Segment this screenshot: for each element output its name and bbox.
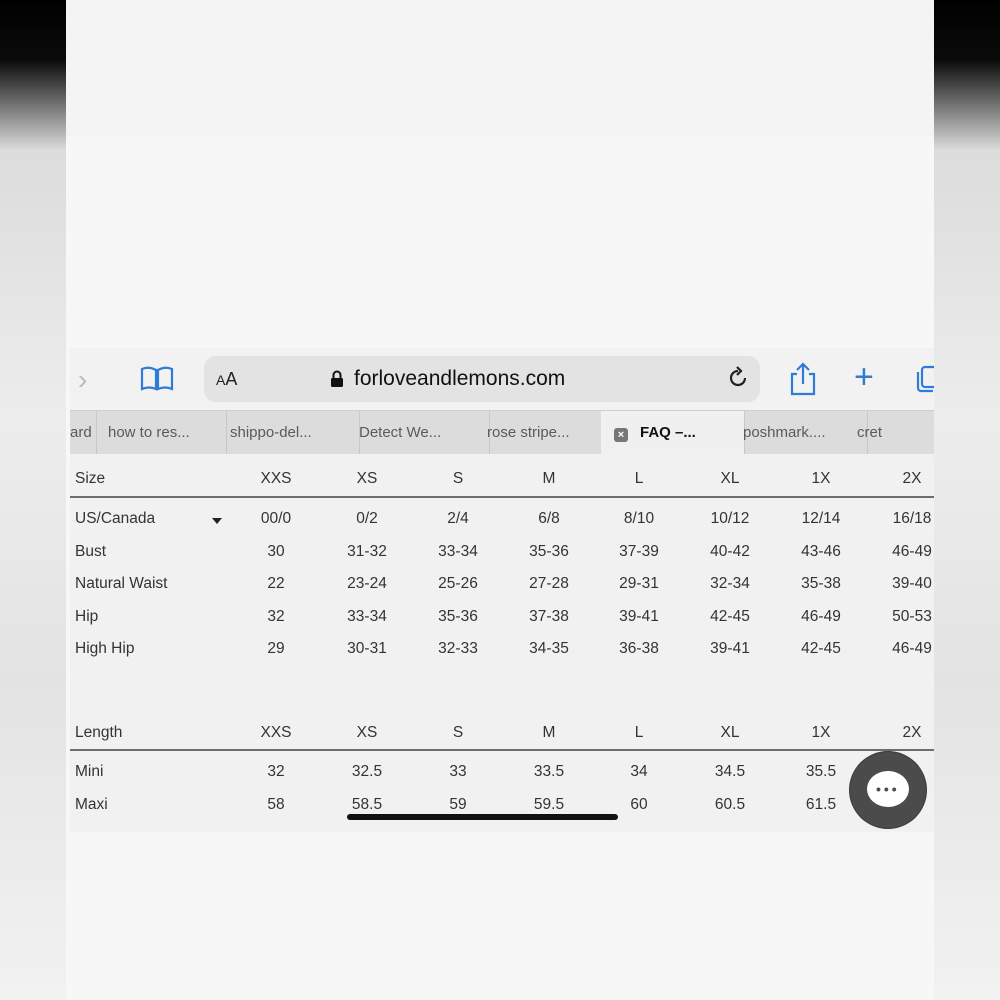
row-label: Hip [75, 608, 99, 625]
plus-icon[interactable]: + [854, 358, 874, 396]
tab-item-active[interactable] [601, 411, 745, 455]
table-divider [70, 749, 934, 751]
text-size-button[interactable]: AA [216, 369, 238, 389]
table-cell: 0/2 [356, 510, 378, 527]
table-cell: 2/4 [447, 510, 469, 527]
table-cell: 35-36 [529, 543, 569, 560]
size-header: 1X [811, 470, 831, 487]
size-header-label: Size [75, 470, 106, 487]
row-label: Maxi [75, 796, 108, 813]
table-cell: 23-24 [347, 575, 387, 592]
size-header: L [634, 470, 644, 487]
table-cell: 46-49 [801, 608, 841, 625]
tab-label: cret [857, 424, 883, 441]
table-cell: 37-39 [619, 543, 659, 560]
chevron-right-icon[interactable]: › [78, 364, 88, 395]
table-cell: 25-26 [438, 575, 478, 592]
address-bar[interactable] [204, 356, 760, 402]
table-cell: 32.5 [351, 763, 383, 780]
size-header: 2X [902, 724, 922, 741]
size-header: XS [356, 724, 378, 741]
table-cell: 6/8 [538, 510, 560, 527]
size-header: L [634, 724, 644, 741]
table-cell: 59 [449, 796, 467, 813]
tab-bar [70, 410, 934, 455]
size-header: S [452, 470, 464, 487]
table-cell: 59.5 [533, 796, 565, 813]
tabs-icon[interactable] [916, 365, 934, 393]
tab-label: rose stripe... [487, 424, 570, 441]
table-cell: 35.5 [805, 763, 837, 780]
table-cell: 12/14 [801, 510, 841, 527]
size-header: XS [356, 470, 378, 487]
size-chart [70, 454, 934, 832]
table-cell: 34-35 [529, 640, 569, 657]
table-cell: 30 [267, 543, 285, 560]
chat-button[interactable] [850, 752, 926, 828]
table-cell: 22 [267, 575, 285, 592]
size-header: XL [720, 724, 740, 741]
table-cell: 32-33 [438, 640, 478, 657]
table-cell: 10/12 [710, 510, 750, 527]
tab-item[interactable] [70, 411, 97, 455]
size-header: S [452, 724, 464, 741]
table-cell: 29-31 [619, 575, 659, 592]
row-label: Bust [75, 543, 107, 560]
table-cell: 30-31 [347, 640, 387, 657]
table-cell: 29 [267, 640, 285, 657]
tab-item[interactable] [214, 411, 360, 455]
tab-label: Detect We... [359, 424, 442, 441]
table-cell: 32-34 [710, 575, 750, 592]
tab-label: ard [70, 424, 92, 441]
tab-item[interactable] [731, 411, 868, 455]
table-cell: 60 [630, 796, 648, 813]
size-header: M [542, 470, 556, 487]
row-label: Natural Waist [75, 575, 168, 592]
tab-item[interactable] [855, 411, 934, 455]
size-header: XL [720, 470, 740, 487]
browser-toolbar [70, 348, 934, 410]
table-cell: 42-45 [801, 640, 841, 657]
size-header: 2X [902, 470, 922, 487]
table-cell: 39-41 [619, 608, 659, 625]
table-cell: 35-36 [438, 608, 478, 625]
size-header: XXS [260, 724, 292, 741]
table-cell: 39-40 [892, 575, 932, 592]
table-divider [70, 496, 934, 498]
size-header: M [542, 724, 556, 741]
tab-item[interactable] [343, 411, 490, 455]
table-cell: 32 [267, 763, 285, 780]
table-cell: 33 [449, 763, 467, 780]
tab-item[interactable] [473, 411, 616, 455]
tab-label: poshmark.... [743, 424, 826, 441]
row-label: Mini [75, 763, 104, 780]
table-cell: 39-41 [710, 640, 750, 657]
table-cell: 42-45 [710, 608, 750, 625]
table-cell: 16/18 [892, 510, 932, 527]
photo-border-right [934, 0, 1000, 1000]
table-cell: 50-53 [892, 608, 932, 625]
reload-icon[interactable] [726, 366, 750, 390]
table-cell: 33-34 [438, 543, 478, 560]
table-cell: 35-38 [801, 575, 841, 592]
horizontal-scrollbar[interactable] [347, 814, 618, 820]
table-cell: 58 [267, 796, 285, 813]
region-select[interactable]: US/Canada [75, 510, 156, 527]
table-cell: 34.5 [714, 763, 746, 780]
photo-border-left [0, 0, 66, 1000]
chat-icon: ••• [867, 771, 909, 807]
length-header-label: Length [75, 724, 123, 741]
table-cell: 8/10 [623, 510, 655, 527]
row-label: High Hip [75, 640, 135, 657]
chevron-down-icon[interactable] [212, 518, 222, 524]
table-cell: 36-38 [619, 640, 659, 657]
size-header: XXS [260, 470, 292, 487]
close-icon[interactable]: × [614, 428, 628, 442]
browser-screenshot [70, 348, 934, 832]
table-cell: 46-49 [892, 543, 932, 560]
table-cell: 33-34 [347, 608, 387, 625]
table-cell: 37-38 [529, 608, 569, 625]
size-header: 1X [811, 724, 831, 741]
table-cell: 40-42 [710, 543, 750, 560]
tab-item[interactable] [96, 411, 227, 455]
table-cell: 43-46 [801, 543, 841, 560]
table-cell: 34 [630, 763, 648, 780]
share-icon[interactable] [788, 362, 818, 396]
table-cell: 27-28 [529, 575, 569, 592]
table-cell: 61.5 [805, 796, 837, 813]
table-cell: 33.5 [533, 763, 565, 780]
table-cell: 31-32 [347, 543, 387, 560]
table-cell: 60.5 [714, 796, 746, 813]
lock-icon [330, 370, 344, 388]
table-cell: 46-49 [892, 640, 932, 657]
table-cell: 58.5 [351, 796, 383, 813]
book-icon[interactable] [140, 366, 174, 392]
table-cell: 32 [267, 608, 285, 625]
tab-label: FAQ –... [640, 424, 696, 441]
table-cell: 00/0 [260, 510, 292, 527]
url-text: forloveandlemons.com [354, 367, 565, 391]
tab-label: how to res... [108, 424, 190, 441]
tab-label: shippo-del... [230, 424, 312, 441]
